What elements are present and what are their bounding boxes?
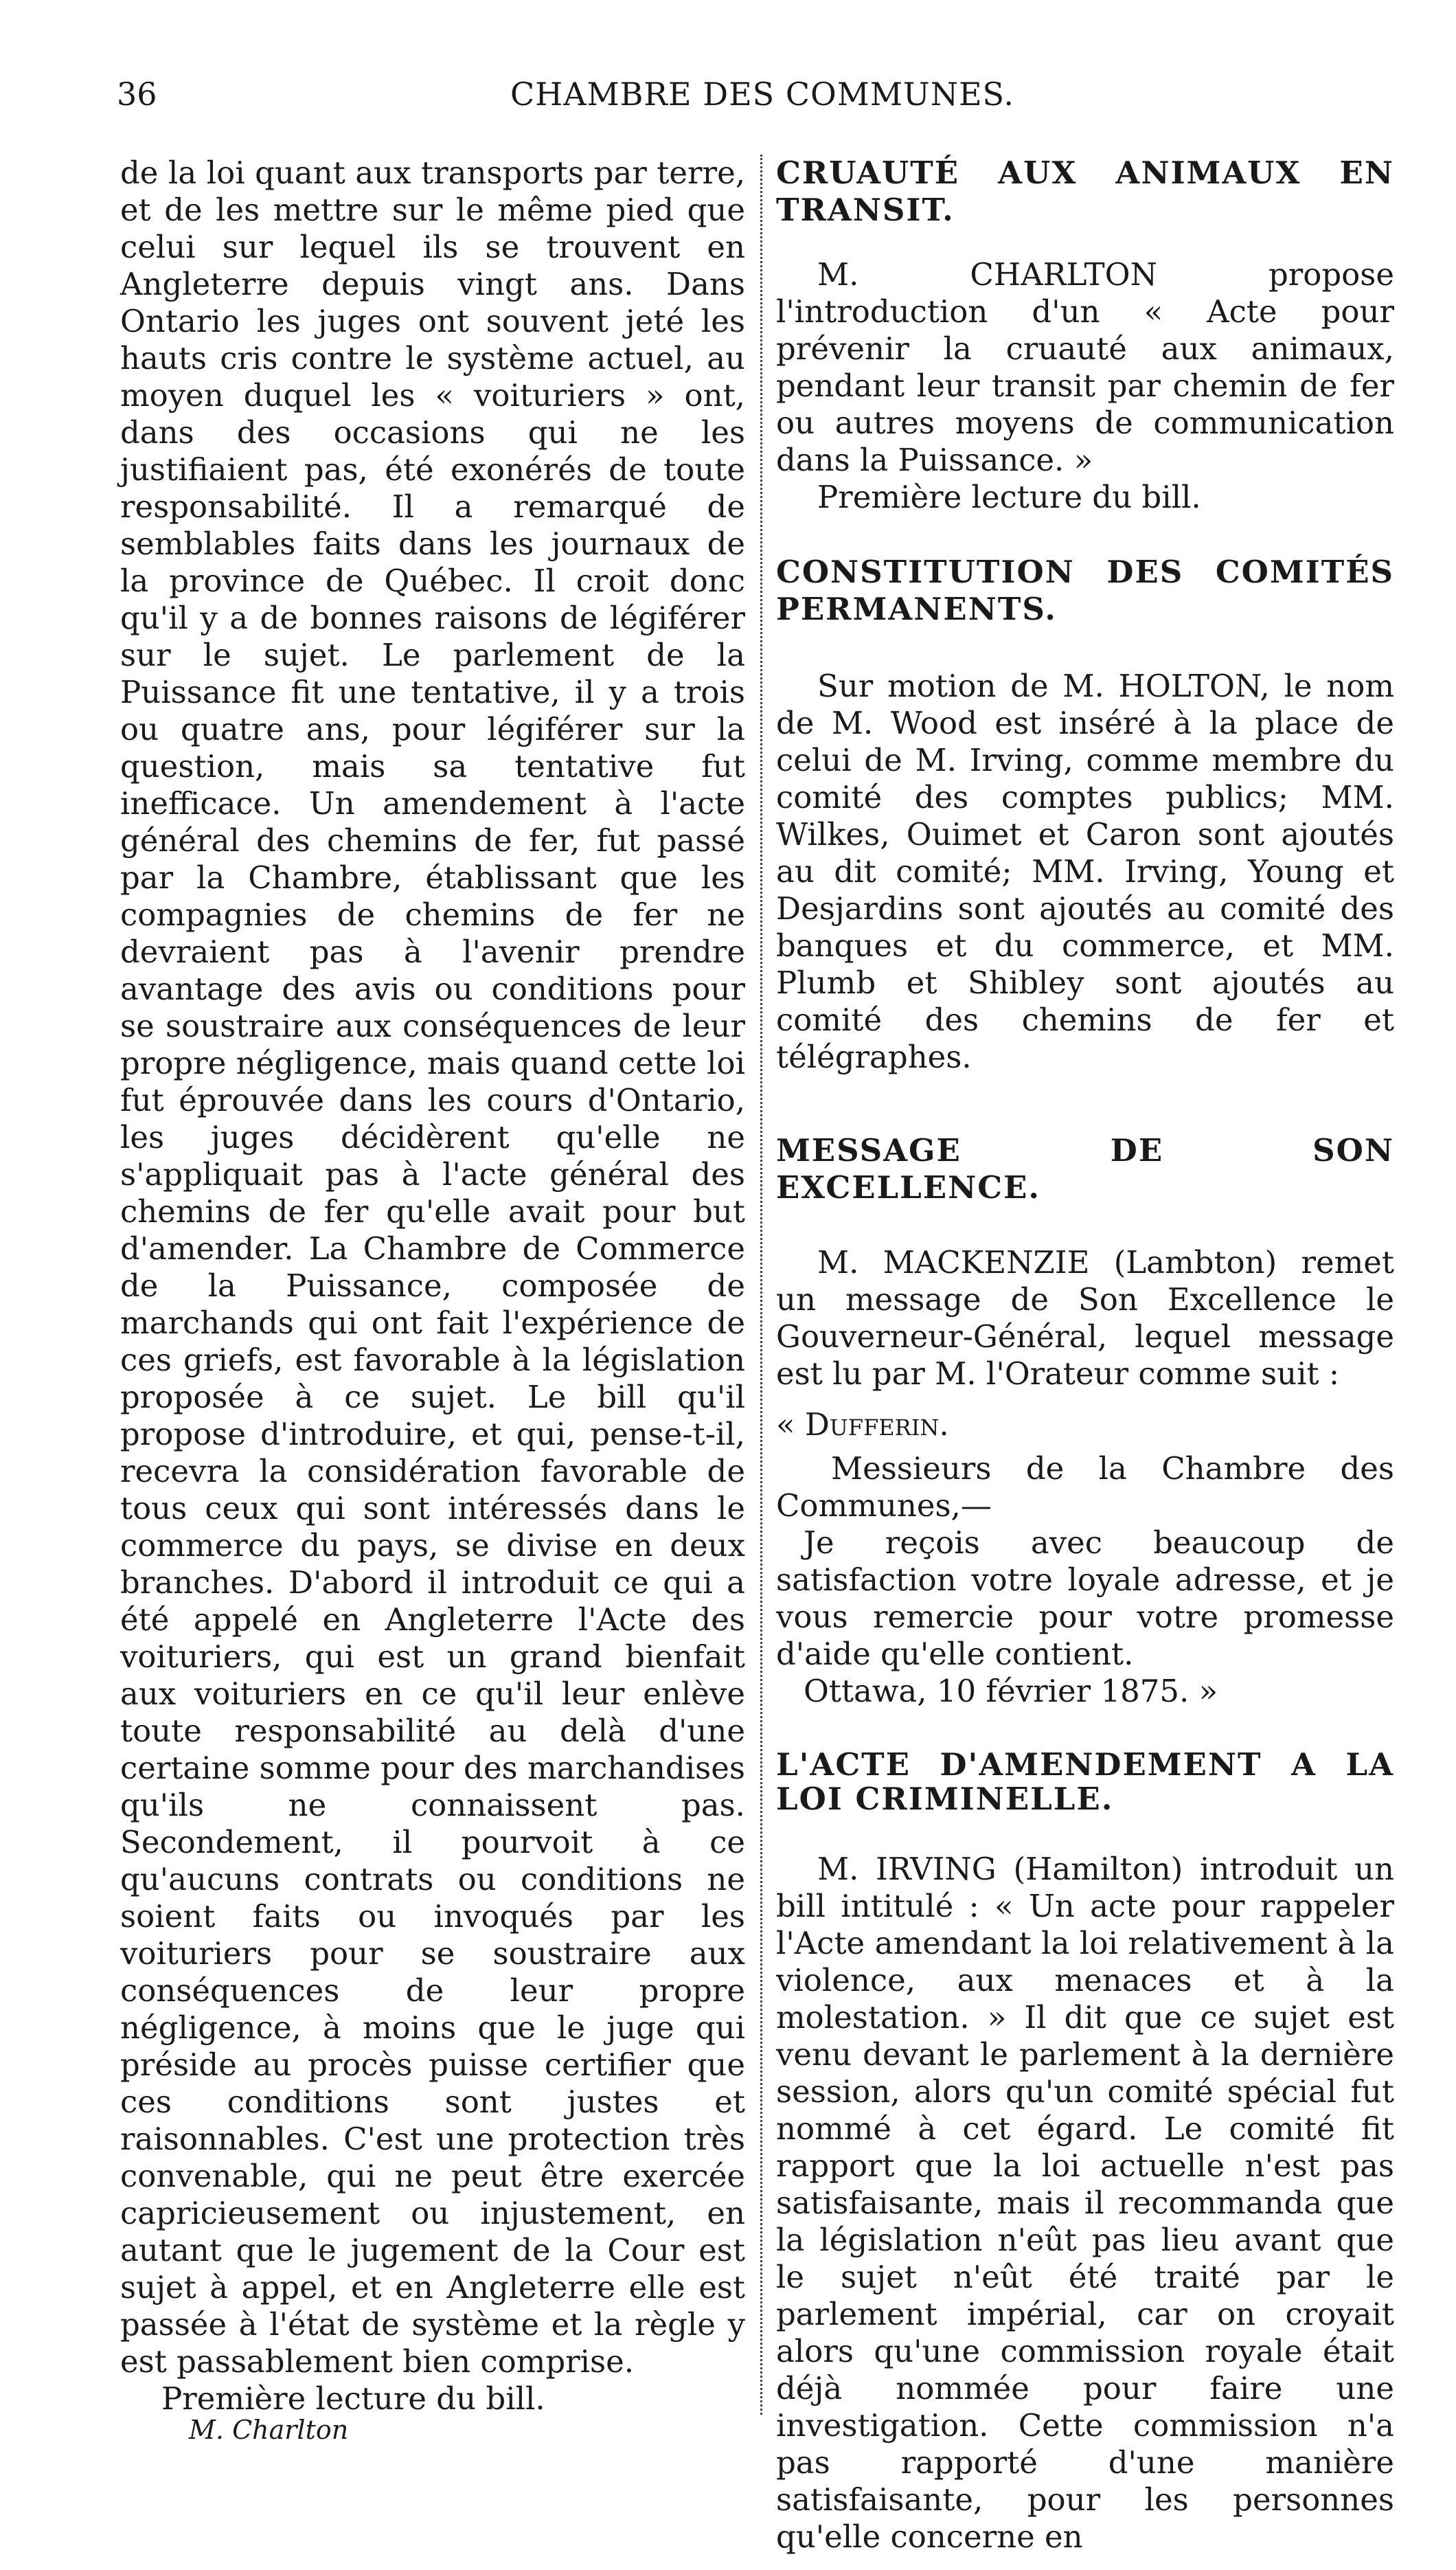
- message-sender: « Dufferin.: [776, 1406, 949, 1443]
- running-head: CHAMBRE DES COMMUNES.: [510, 76, 1015, 113]
- page-number: 36: [117, 76, 157, 113]
- excellency-message-intro: M. MACKENZIE (Lambton) remet un message de Son Excellence le Gouverneur-Général, lequel message est lu par M. l'Orateur comme suit :: [776, 1244, 1394, 1392]
- left-column: [120, 155, 745, 2417]
- message-salutation: Messieurs de la Chambre des Communes,—: [776, 1450, 1394, 1524]
- speaker-charlton: M. CHARLTON: [817, 256, 1157, 293]
- first-reading-note: Première lecture du bill.: [161, 2380, 545, 2417]
- page-header: [117, 76, 1408, 131]
- animal-cruelty-motion: [776, 256, 1394, 479]
- animal-cruelty-first-reading: Première lecture du bill.: [817, 479, 1201, 515]
- right-column: [776, 155, 1394, 2556]
- section-title-animal-cruelty: CRUAUTÉ AUX ANIMAUX EN TRANSIT.: [776, 155, 1394, 228]
- animal-cruelty-text: propose l'introduction d'un « Acte pour prévenir la cruauté aux animaux, pendant leur transit par chemin de fer ou autres moyens de communication dans la Puissance. »: [776, 256, 1395, 478]
- section-title-standing-committees: CONSTITUTION DES COMITÉS PERMANENTS.: [776, 554, 1394, 627]
- section-title-excellency-message: MESSAGE DE SON EXCELLENCE.: [776, 1132, 1394, 1206]
- message-body: Je reçois avec beaucoup de satisfaction votre loyale adresse, et je vous remercie pour votre promesse d'aide qu'elle contient.: [776, 1524, 1394, 1672]
- message-date: Ottawa, 10 février 1875. »: [804, 1673, 1218, 1709]
- section-title-criminal-law-amendment: L'ACTE D'AMENDEMENT A LA LOI CRIMINELLE.: [776, 1746, 1394, 1817]
- standing-committees-text: Sur motion de M. HOLTON, le nom de M. Wood est inséré à la place de celui de M. Irving, comme membre du comité des comptes publics; MM. Wilkes, Ouimet et Caron sont ajoutés au dit comité; MM. Irving, Young et Desjardins sont ajoutés au comité des banques et du commerce, et MM. Plumb et Shibley sont ajoutés au comité des chemins de fer et télégraphes.: [776, 668, 1394, 1075]
- carriers-bill-speech: de la loi quant aux transports par terre, et de les mettre sur le même pied que celui sur lequel ils se trouvent en Angleterre depuis vingt ans. Dans Ontario les juges ont souvent jeté les hauts cris contre le système actuel, au moyen duquel les « voituriers » ont, dans des occasions qui ne les justifiaient pas, été exonérés de toute responsabilité. Il a remarqué de semblables faits dans les journaux de la province de Québec. Il croit donc qu'il y a de bonnes raisons de légiférer sur le sujet. Le parlement de la Puissance fit une tentative, il y a trois ou quatre ans, pour légiférer sur la question, mais sa tentative fut inefficace. Un amendement à l'acte général des chemins de fer, fut passé par la Chambre, établissant que les compagnies de chemins de fer ne devraient pas à l'avenir prendre avantage des avis ou conditions pour se soustraire aux conséquences de leur propre négligence, mais quand cette loi fut éprouvée dans les cours d'Ontario, les juges décidèrent qu'elle ne s'appliquait pas à l'acte général des chemins de fer qu'elle avait pour but d'amender. La Chambre de Commerce de la Puissance, composée de marchands qui ont fait l'expérience de ces griefs, est favorable à la législation proposée à ce sujet. Le bill qu'il propose d'introduire, et qui, pense-t-il, recevra la considération favorable de tous ceux qui sont intéressés dans le commerce du pays, se divise en deux branches. D'abord il introduit ce qui a été appelé en Angleterre l'Acte des voituriers, qui est un grand bienfait aux voituriers en ce qu'il leur enlève toute responsabilité au delà d'une certaine somme pour des marchandises qu'ils ne connaissent pas. Secondement, il pourvoit à ce qu'aucuns contrats ou conditions ne soient faits ou invoqués par les voituriers pour se soustraire aux conséquences de leur propre négligence, à moins que le juge qui préside au procès puisse certifier que ces conditions sont justes et raisonnables. C'est une protection très convenable, qui ne peut être exercée capricieusement ou injustement, en autant que le jugement de la Cour est sujet à appel, et en Angleterre elle est passée à l'état de système et la règle y est passablement bien comprise.: [120, 155, 745, 2380]
- footer-speaker-name: M. Charlton: [189, 2415, 349, 2445]
- criminal-law-amendment-text: M. IRVING (Hamilton) introduit un bill intitulé : « Un acte pour rappeler l'Acte amendant la loi relativement à la violence, aux menaces et à la molestation. » Il dit que ce sujet est venu devant le parlement à la dernière session, alors qu'un comité spécial fut nommé à cet égard. Le comité fit rapport que la loi actuelle n'est pas satisfaisante, mais il recommanda que la législation n'eût pas lieu avant que le sujet n'eût été traité par le parlement impérial, car on croyait alors qu'une commission royale était déjà nommée pour faire une investigation. Cette commission n'a pas rapporté d'une manière satisfaisante, pour les personnes qu'elle concerne en: [776, 1851, 1394, 2555]
- column-divider: [760, 155, 762, 2415]
